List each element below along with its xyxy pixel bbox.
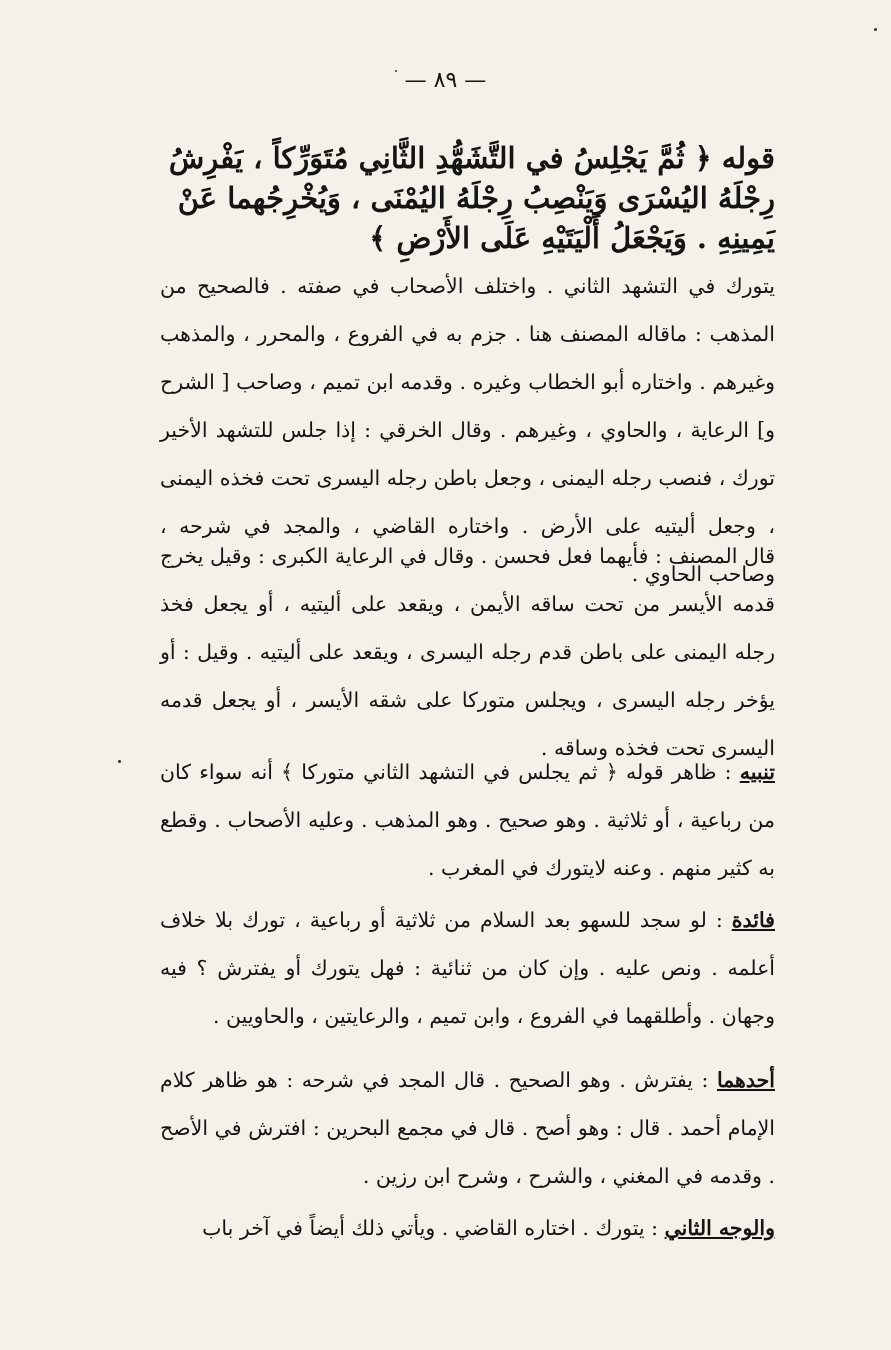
- tanbih-label: تنبيه: [739, 760, 775, 784]
- ahaduhuma-label: أحدهما: [716, 1068, 775, 1092]
- paragraph-2: [160, 532, 775, 772]
- ahaduhuma-text: : يفترش . وهو الصحيح . قال المجد في شرحه : هو ظاهر كلام الإمام أحمد . قال : وهو أصح . قال في مجمع البحرين : افترش في الأصح . وقدمه في المغني ، والشرح ، وشرح ابن رزين .: [160, 1068, 775, 1188]
- faida-label: فائدة: [731, 908, 775, 932]
- faida-text: : لو سجد للسهو بعد السلام من ثلاثية أو رباعية ، تورك بلا خلاف أعلمه . ونص عليه . وإن كان من ثنائية : فهل يتورك أو يفترش ؟ فيه وجهان . وأطلقهما في الفروع ، وابن تميم ، والرعايتين ، والحاويين .: [160, 908, 775, 1028]
- verse-heading: قوله ﴿ ثُمَّ يَجْلِسُ في التَّشَهُّدِ الثَّانِي مُتَوَرِّكاً ، يَفْرِشُ رِجْلَهُ اليُسْرَى وَيَنْصِبُ رِجْلَهُ اليُمْنَى ، وَيُخْرِجُهما عَنْ يَمِينِهِ . وَيَجْعَلُ أَلْيَتَيْهِ عَلَى الأَرْضِ ﴾: [168, 141, 775, 255]
- scan-speck: [395, 70, 397, 72]
- scan-speck: [118, 760, 121, 763]
- paragraph-faida: [160, 896, 775, 1040]
- paragraph-tanbih: [160, 748, 775, 892]
- paragraph-second-view: [160, 1204, 775, 1252]
- paragraph-2-text: قال المصنف : فأيهما فعل فحسن . وقال في الرعاية الكبرى : وقيل يخرج قدمه الأيسر من تحت ساقه الأيمن ، ويقعد على أليتيه ، أو يجعل فخذ رجله اليمنى على باطن قدم رجله اليسرى ، ويقعد على أليتيه . وقيل : أو يؤخر رجله اليسرى ، ويجلس متوركا على شقه الأيسر ، أو يجعل قدمه اليسرى تحت فخذه وساقه .: [160, 544, 775, 760]
- second-view-text: : يتورك . اختاره القاضي . ويأتي ذلك أيضاً في آخر باب: [202, 1216, 659, 1240]
- paragraph-ahaduhuma: [160, 1056, 775, 1200]
- tanbih-text: : ظاهر قوله ﴿ ثم يجلس في التشهد الثاني متوركا ﴾ أنه سواء كان من رباعية ، أو ثلاثية . وهو صحيح . وهو المذهب . وعليه الأصحاب . وقطع به كثير منهم . وعنه لايتورك في المغرب .: [160, 760, 775, 880]
- paragraph-1-text: يتورك في التشهد الثاني . واختلف الأصحاب في صفته . فالصحيح من المذهب : ماقاله المصنف هنا . جزم به في الفروع ، والمحرر ، والمذهب وغيرهم . واختاره أبو الخطاب وغيره . وقدمه ابن تميم ، وصاحب [ الشرح و] الرعاية ، والحاوي ، وغيرهم . وقال الخرقي : إذا جلس للتشهد الأخير تورك ، فنصب رجله اليمنى ، وجعل باطن رجله اليسرى تحت فخذه اليمنى ، وجعل أليتيه على الأرض . واختاره القاضي ، والمجد في شرحه ، وصاحب الحاوي .: [160, 274, 775, 586]
- page-number: — ٨٩ —: [404, 68, 487, 93]
- second-view-label: والوجه الثاني: [664, 1216, 775, 1240]
- scan-speck: [874, 28, 877, 31]
